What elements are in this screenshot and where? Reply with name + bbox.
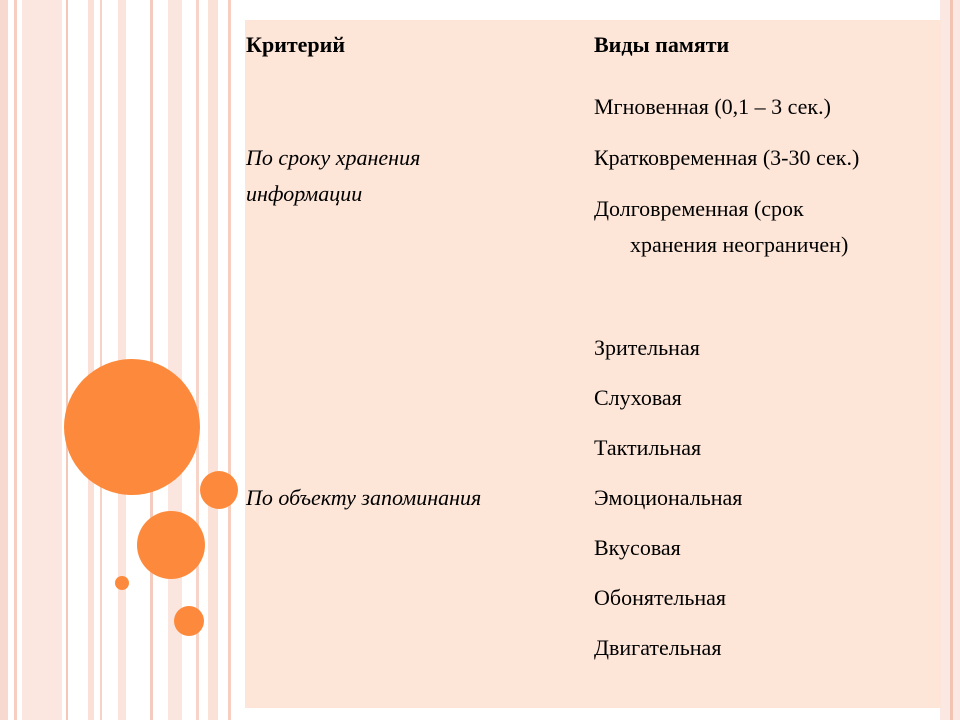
- stripe: [208, 0, 218, 720]
- memory-type: Двигательная: [594, 635, 722, 660]
- stripe: [14, 0, 17, 720]
- decor-circle: [174, 606, 204, 636]
- memory-type: Эмоциональная: [594, 485, 743, 510]
- memory-type-continued: хранения неограничен): [630, 232, 849, 257]
- stripe: [150, 0, 153, 720]
- decor-circle: [115, 576, 129, 590]
- header-memory-types: Виды памяти: [594, 32, 730, 57]
- decor-circle: [64, 359, 200, 495]
- memory-type: Кратковременная (3-30 сек.): [594, 145, 860, 170]
- stripe: [100, 0, 102, 720]
- memory-type: Тактильная: [594, 435, 702, 460]
- decor-circle: [200, 471, 238, 509]
- stripe: [0, 0, 8, 720]
- stripe: [66, 0, 68, 720]
- memory-type: Долговременная (срок: [594, 196, 804, 221]
- criterion-object: По объекту запоминания: [246, 485, 482, 510]
- memory-type: Обонятельная: [594, 585, 727, 610]
- memory-type: Вкусовая: [594, 535, 681, 560]
- criterion-storage-line2: информации: [246, 181, 363, 206]
- decor-circle: [137, 511, 205, 579]
- memory-type: Мгновенная (0,1 – 3 сек.): [594, 94, 831, 119]
- stripe: [950, 0, 953, 720]
- memory-type: Зрительная: [594, 335, 700, 360]
- stripe: [228, 0, 231, 720]
- header-criterion: Критерий: [246, 32, 346, 57]
- stripe: [22, 0, 62, 720]
- memory-type: Слуховая: [594, 385, 682, 410]
- memory-types-table: [245, 20, 941, 708]
- criterion-storage-line1: По сроку хранения: [246, 145, 421, 170]
- stripe: [88, 0, 94, 720]
